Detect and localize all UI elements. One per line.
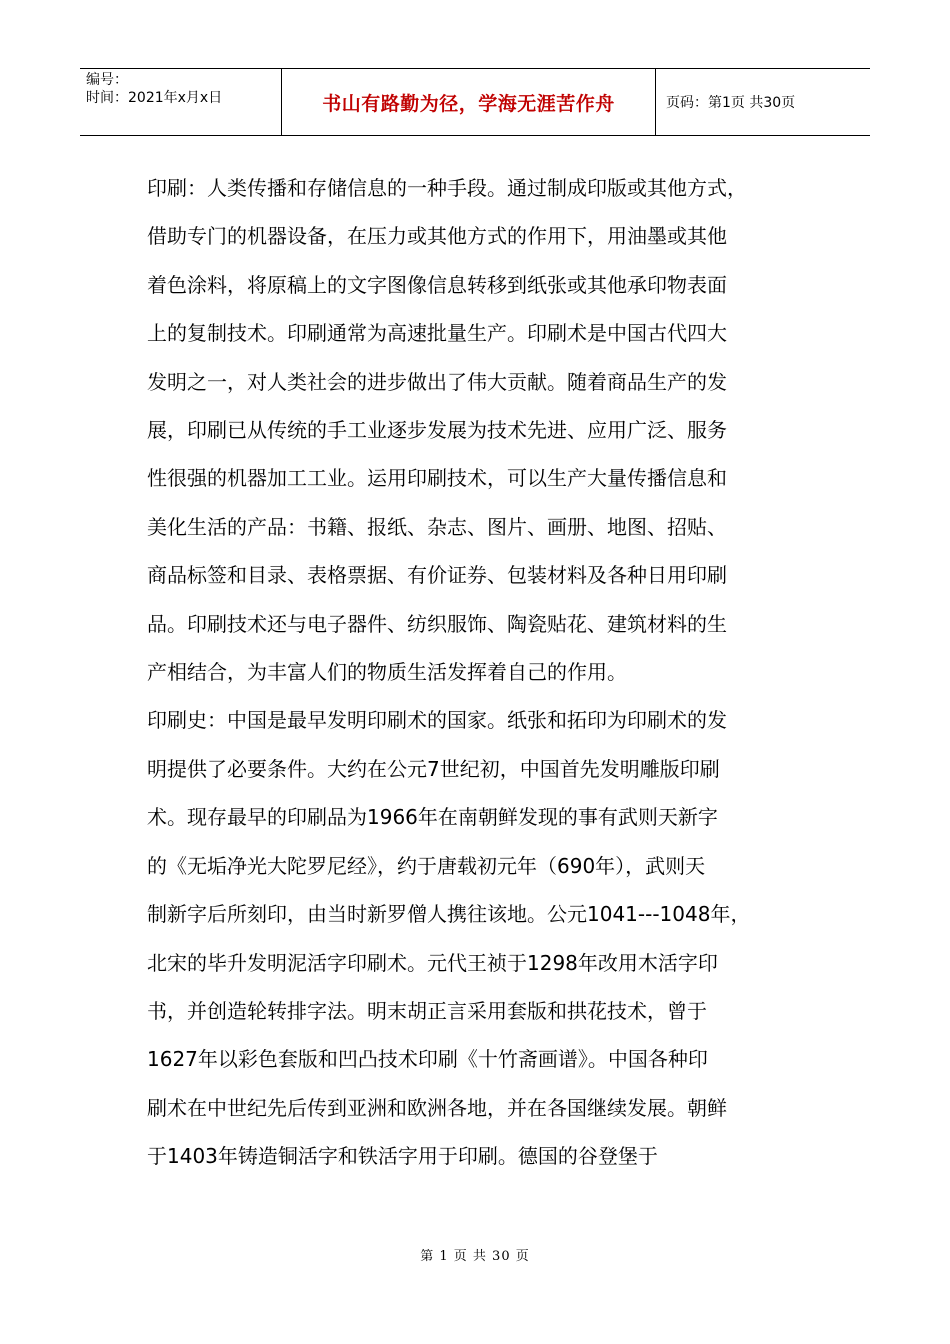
text-line: 印刷：人类传播和存储信息的一种手段。通过制成印版或其他方式， bbox=[147, 176, 747, 200]
document-date: 时间：2021年x月x日 bbox=[86, 90, 223, 106]
text-line: 于1403年铸造铜活字和铁活字用于印刷。德国的谷登堡于 bbox=[147, 1144, 658, 1169]
header-meta bbox=[80, 69, 282, 135]
page-footer: 第 1 页 共 30 页 bbox=[420, 1249, 530, 1264]
paragraph-printing-history bbox=[147, 696, 807, 1180]
text-line: 明提供了必要条件。大约在公元7世纪初，中国首先发明雕版印刷 bbox=[147, 756, 720, 781]
text-line: 术。现存最早的印刷品为1966年在南朝鲜发现的事有武则天新字 bbox=[147, 805, 718, 830]
text-line: 性很强的机器加工工业。运用印刷技术，可以生产大量传播信息和 bbox=[147, 466, 727, 491]
header-motto: 书山有路勤为径，学海无涯苦作舟 bbox=[282, 69, 656, 135]
text-line: 产相结合，为丰富人们的物质生活发挥着自己的作用。 bbox=[147, 660, 627, 685]
text-line: 北宋的毕升发明泥活字印刷术。元代王祯于1298年改用木活字印 bbox=[147, 950, 718, 975]
text-line: 印刷史：中国是最早发明印刷术的国家。纸张和拓印为印刷术的发 bbox=[147, 708, 727, 733]
text-line: 展，印刷已从传统的手工业逐步发展为技术先进、应用广泛、服务 bbox=[147, 418, 727, 443]
header-page-number: 页码：第1页 共30页 bbox=[666, 95, 796, 111]
text-line: 刷术在中世纪先后传到亚洲和欧洲各地，并在各国继续发展。朝鲜 bbox=[147, 1095, 727, 1120]
text-line: 发明之一，对人类社会的进步做出了伟大贡献。随着商品生产的发 bbox=[147, 369, 727, 394]
text-line: 书，并创造轮转排字法。明末胡正言采用套版和拱花技术，曾于 bbox=[147, 998, 707, 1023]
text-line: 商品标签和目录、表格票据、有价证券、包装材料及各种日用印刷 bbox=[147, 563, 727, 588]
text-line: 1627年以彩色套版和凹凸技术印刷《十竹斋画谱》。中国各种印 bbox=[147, 1047, 708, 1072]
text-line: 着色涂料，将原稿上的文字图像信息转移到纸张或其他承印物表面 bbox=[147, 272, 727, 297]
document-body bbox=[147, 164, 807, 1181]
text-line: 品。印刷技术还与电子器件、纺织服饰、陶瓷贴花、建筑材料的生 bbox=[147, 611, 727, 636]
text-line: 的《无垢净光大陀罗尼经》，约于唐载初元年（690年），武则天 bbox=[147, 853, 706, 878]
text-line: 借助专门的机器设备，在压力或其他方式的作用下，用油墨或其他 bbox=[147, 224, 727, 249]
text-line: 美化生活的产品：书籍、报纸、杂志、图片、画册、地图、招贴、 bbox=[147, 514, 727, 539]
text-line: 制新字后所刻印，由当时新罗僧人携往该地。公元1041---1048年， bbox=[147, 902, 751, 927]
paragraph-printing-definition bbox=[147, 164, 807, 696]
page-header bbox=[80, 68, 870, 136]
text-line: 上的复制技术。印刷通常为高速批量生产。印刷术是中国古代四大 bbox=[147, 321, 727, 346]
document-number-label: 编号： bbox=[86, 72, 128, 88]
